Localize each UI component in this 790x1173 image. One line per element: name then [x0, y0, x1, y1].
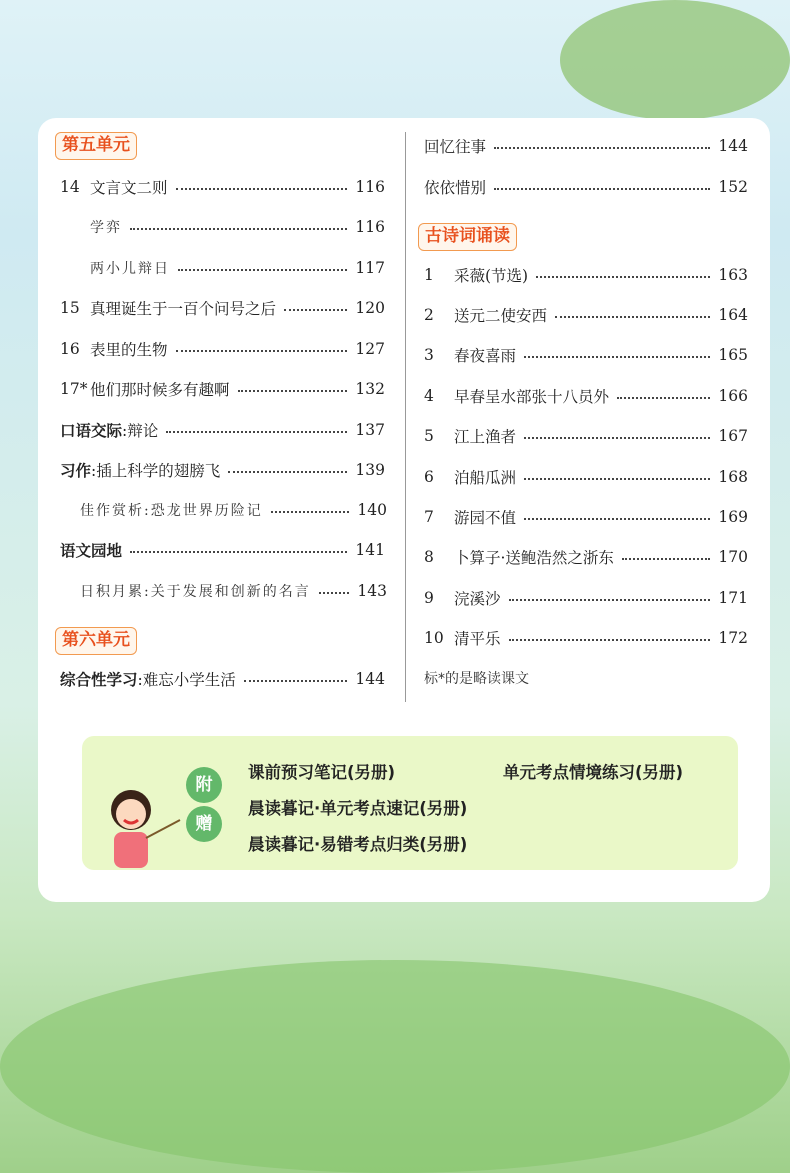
toc-entry[interactable]: [60, 254, 385, 282]
entry-title-text: 学弈: [90, 220, 122, 236]
toc-entry[interactable]: [424, 301, 748, 329]
page-number: 117: [355, 259, 385, 277]
toc-entry[interactable]: [424, 132, 748, 160]
page-number: 116: [355, 178, 385, 196]
entry-number: 10: [424, 629, 444, 647]
entry-number: 6: [424, 468, 434, 486]
entry-title: [60, 539, 122, 561]
entry-title: [454, 627, 501, 649]
toc-entry[interactable]: [424, 503, 748, 531]
entry-title: [90, 338, 168, 360]
gift-badge-1: 附: [186, 767, 222, 803]
entry-title: [90, 297, 276, 319]
toc-entry[interactable]: [60, 416, 385, 444]
toc-entry[interactable]: [424, 341, 748, 369]
unit-heading: 古诗词诵读: [418, 223, 517, 251]
entry-number: 5: [424, 427, 434, 445]
entry-title-text: 依依惜别: [424, 179, 487, 197]
dot-leader: [130, 551, 347, 553]
dot-leader: [524, 518, 710, 520]
toc-entry[interactable]: [424, 422, 748, 450]
page-number: 166: [718, 387, 748, 405]
entry-title: [60, 419, 158, 441]
page-number: 137: [355, 421, 385, 439]
entry-title-text: 日积月累:关于发展和创新的名言: [80, 584, 311, 600]
entry-title: [454, 506, 516, 528]
entry-title: [454, 466, 516, 488]
entry-title-text: 表里的生物: [90, 341, 168, 359]
page-number: 152: [718, 178, 748, 196]
entry-number: 2: [424, 306, 434, 324]
entry-title-text: 早春呈水部张十八员外: [454, 388, 610, 406]
bonus-item: 课前预习笔记(另册): [248, 763, 396, 782]
dot-leader: [271, 511, 350, 513]
dot-leader: [494, 147, 710, 149]
dot-leader: [524, 478, 710, 480]
entry-number: 1: [424, 266, 434, 284]
entry-title: [454, 425, 516, 447]
toc-entry[interactable]: [60, 213, 385, 241]
entry-number: 9: [424, 589, 434, 607]
bonus-item: 晨读暮记·单元考点速记(另册): [248, 799, 468, 818]
toc-entry[interactable]: [62, 577, 387, 605]
toc-entry[interactable]: [60, 536, 385, 564]
dot-leader: [178, 269, 347, 271]
toc-entry[interactable]: [60, 335, 385, 363]
entry-title-text: 回忆往事: [424, 138, 487, 156]
entry-number: 7: [424, 508, 434, 526]
entry-number: 4: [424, 387, 434, 405]
toc-entry[interactable]: [424, 173, 748, 201]
dot-leader: [284, 309, 347, 311]
page-number: 164: [718, 306, 748, 324]
entry-title-text: 他们那时候多有趣啊: [90, 381, 230, 399]
entry-title: [60, 668, 236, 690]
entry-number: 8: [424, 548, 434, 566]
page-number: 167: [718, 427, 748, 445]
entry-title: [90, 378, 230, 400]
page-number: 143: [357, 582, 387, 600]
dot-leader: [176, 350, 348, 352]
entry-title-text: 送元二使安西: [454, 307, 548, 325]
dot-leader: [524, 437, 710, 439]
entry-title: [90, 258, 170, 278]
page-number: 163: [718, 266, 748, 284]
page-number: 168: [718, 468, 748, 486]
dot-leader: [555, 316, 710, 318]
entry-category: 习作: [60, 462, 92, 480]
page-number: 165: [718, 346, 748, 364]
page-number: 116: [355, 218, 385, 236]
dot-leader: [244, 680, 348, 682]
unit-heading: 第五单元: [55, 132, 137, 160]
dot-leader: [524, 356, 710, 358]
toc-entry[interactable]: [424, 463, 748, 491]
entry-title: [454, 264, 528, 286]
entry-title-text: :插上科学的翅膀飞: [91, 462, 221, 480]
entry-title: [62, 581, 311, 601]
entry-title: [454, 385, 609, 407]
toc-entry[interactable]: [60, 294, 385, 322]
entry-title-text: :难忘小学生活: [137, 671, 236, 689]
toc-entry[interactable]: [60, 173, 385, 201]
toc-entry[interactable]: [424, 584, 748, 612]
dot-leader: [176, 188, 348, 190]
dot-leader: [536, 276, 710, 278]
entry-title-text: 游园不值: [454, 509, 517, 527]
toc-entry[interactable]: [60, 665, 385, 693]
entry-title-text: 文言文二则: [90, 179, 168, 197]
column-divider: [405, 132, 406, 702]
entry-category: 综合性学习: [60, 671, 138, 689]
entry-number: 17*: [60, 380, 88, 398]
dot-leader: [509, 639, 711, 641]
page-number: 169: [718, 508, 748, 526]
entry-title-text: 真理诞生于一百个问号之后: [90, 300, 277, 318]
page-number: 144: [718, 137, 748, 155]
entry-title-text: 佳作赏析:恐龙世界历险记: [80, 503, 263, 519]
dot-leader: [319, 592, 350, 594]
page-number: 141: [355, 541, 385, 559]
toc-entry[interactable]: [424, 261, 748, 289]
entry-title: [424, 135, 486, 157]
entry-title: [62, 500, 263, 520]
page-number: 144: [355, 670, 385, 688]
background-tree: [560, 0, 790, 120]
dot-leader: [509, 599, 711, 601]
page-number: 120: [355, 299, 385, 317]
entry-title: [90, 176, 168, 198]
dot-leader: [228, 471, 347, 473]
toc-entry[interactable]: [424, 382, 748, 410]
toc-entry[interactable]: [424, 543, 748, 571]
entry-title-text: 采薇(节选): [454, 267, 529, 285]
entry-title: [454, 344, 516, 366]
entry-number: 3: [424, 346, 434, 364]
entry-title: [90, 217, 122, 237]
toc-entry[interactable]: [424, 624, 748, 652]
footnote: 标*的是略读课文: [424, 671, 529, 687]
entry-number: 16: [60, 340, 80, 358]
entry-number: 15: [60, 299, 80, 317]
entry-title-text: 浣溪沙: [454, 590, 501, 608]
dot-leader: [238, 390, 348, 392]
bonus-item: 单元考点情境练习(另册): [503, 763, 684, 782]
dot-leader: [622, 558, 710, 560]
page-number: 171: [718, 589, 748, 607]
entry-title-text: 清平乐: [454, 630, 501, 648]
gift-badge-2: 赠: [186, 806, 222, 842]
dot-leader: [617, 397, 710, 399]
entry-title-text: :辩论: [122, 422, 159, 440]
dot-leader: [166, 431, 347, 433]
entry-title-text: 泊船瓜洲: [454, 469, 517, 487]
entry-title: [60, 459, 220, 481]
entry-title-text: 两小儿辩日: [90, 261, 170, 277]
entry-category: 语文园地: [60, 542, 123, 560]
toc-entry[interactable]: [60, 375, 385, 403]
bonus-item: 晨读暮记·易错考点归类(另册): [248, 835, 468, 854]
teacher-illustration: [96, 780, 186, 870]
background-bushes: [0, 960, 790, 1173]
page-number: 170: [718, 548, 748, 566]
entry-number: 14: [60, 178, 80, 196]
entry-title: [454, 304, 547, 326]
entry-title-text: 江上渔者: [454, 428, 517, 446]
entry-title-text: 春夜喜雨: [454, 347, 517, 365]
page-number: 172: [718, 629, 748, 647]
entry-title: [424, 176, 486, 198]
page-number: 140: [357, 501, 387, 519]
entry-category: 口语交际: [60, 422, 123, 440]
page-number: 132: [355, 380, 385, 398]
dot-leader: [494, 188, 710, 190]
dot-leader: [130, 228, 347, 230]
entry-title-text: 卜算子·送鲍浩然之浙东: [454, 549, 614, 567]
toc-entry[interactable]: [60, 456, 385, 484]
unit-heading: 第六单元: [55, 627, 137, 655]
entry-title: [454, 587, 501, 609]
page-number: 127: [355, 340, 385, 358]
toc-entry[interactable]: [62, 496, 387, 524]
page-number: 139: [355, 461, 385, 479]
entry-title: [454, 546, 614, 568]
